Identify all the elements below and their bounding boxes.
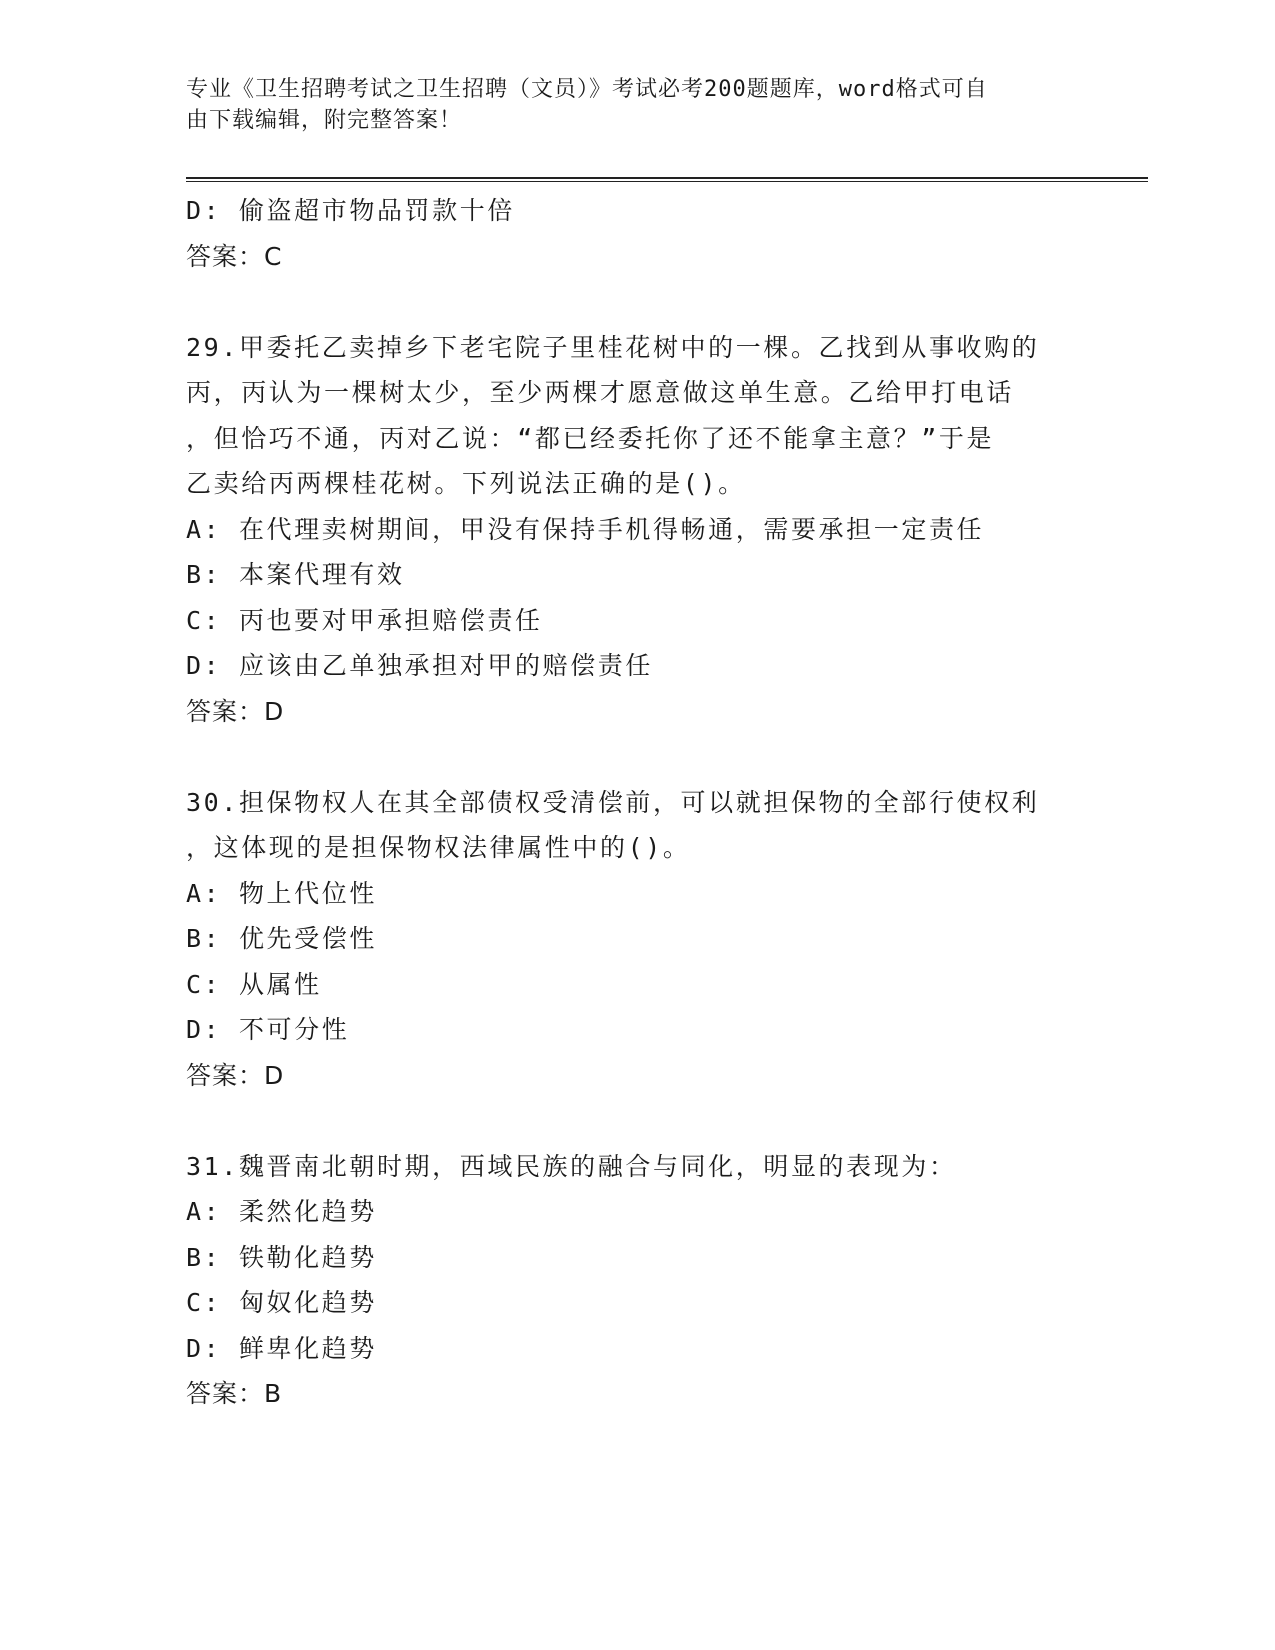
option-d: D: 不可分性 [186,1015,350,1044]
spacer [186,1098,1086,1144]
question-31 [186,1144,1086,1417]
header-divider [186,177,1148,182]
answer-line: 答案：D [186,696,285,726]
document-header [186,74,1066,136]
option-b: B: 铁勒化趋势 [186,1242,377,1272]
option-b: B: 本案代理有效 [186,560,405,589]
question-30 [186,780,1086,1099]
question-stem-line: 丙，丙认为一棵树太少，至少两棵才愿意做这单生意。乙给甲打电话 [186,378,1015,407]
answer-line: 答案：D [186,1060,285,1090]
option-c: C: 匈奴化趋势 [186,1288,377,1317]
question-stem-line: ，但恰巧不通，丙对乙说：“都已经委托你了还不能拿主意？”于是 [186,423,995,453]
question-stem-line: 31.魏晋南北朝时期，西域民族的融合与同化，明显的表现为： [186,1151,957,1181]
spacer [186,279,1086,325]
answer-line: 答案：B [186,1379,283,1408]
option-d: D: 偷盗超市物品罚款十倍 [186,196,515,225]
question-29 [186,325,1086,735]
spacer [186,734,1086,780]
option-d: D: 鲜卑化趋势 [186,1333,377,1363]
option-a: A: 柔然化趋势 [186,1197,377,1226]
option-c: C: 丙也要对甲承担赔偿责任 [186,605,543,635]
option-a: A: 在代理卖树期间，甲没有保持手机得畅通，需要承担一定责任 [186,514,985,544]
option-c: C: 从属性 [186,969,322,999]
question-list [186,188,1086,1417]
header-line: 专业《卫生招聘考试之卫生招聘（文员）》考试必考200题题库，word格式可自 [186,77,988,102]
question-stem-line: 乙卖给丙两棵桂花树。下列说法正确的是()。 [186,469,746,498]
answer-line: 答案：C [186,241,283,271]
header-line: 由下载编辑，附完整答案！ [186,108,463,133]
option-b: B: 优先受偿性 [186,924,377,953]
option-a: A: 物上代位性 [186,878,377,908]
question-stem-line: ，这体现的是担保物权法律属性中的()。 [186,833,691,862]
question-stem-line: 29.甲委托乙卖掉乡下老宅院子里桂花树中的一棵。乙找到从事收购的 [186,332,1040,362]
question-stem-line: 30.担保物权人在其全部债权受清偿前，可以就担保物的全部行使权利 [186,787,1040,817]
option-d: D: 应该由乙单独承担对甲的赔偿责任 [186,651,653,680]
